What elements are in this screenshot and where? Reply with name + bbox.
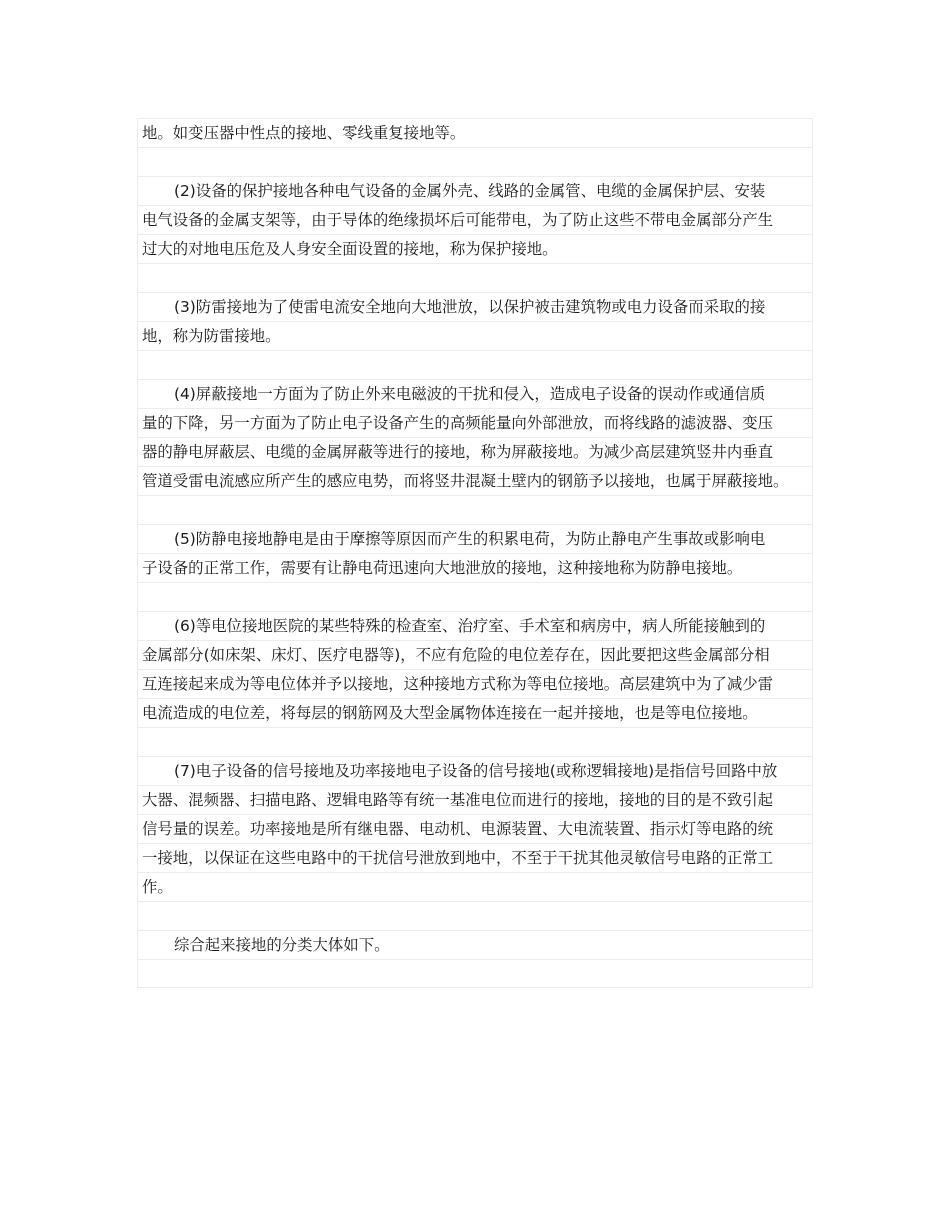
text-line	[137, 640, 813, 669]
line-text: (5)防静电接地静电是由于摩擦等原因而产生的积累电荷，为防止静电产生事故或影响电	[174, 530, 766, 548]
line-text: 一接地，以保证在这些电路中的干扰信号泄放到地中，不至于干扰其他灵敏信号电路的正常工	[142, 849, 774, 867]
line-text: 综合起来接地的分类大体如下。	[174, 936, 390, 954]
line-text: 地，称为防雷接地。	[142, 327, 281, 345]
line-text: (4)屏蔽接地一方面为了防止外来电磁波的干扰和侵入，造成电子设备的误动作或通信质	[174, 385, 766, 403]
text-line	[137, 756, 813, 785]
blank-row	[137, 959, 813, 988]
text-line	[137, 611, 813, 640]
blank-row	[137, 350, 813, 379]
text-line	[137, 205, 813, 234]
text-line	[137, 872, 813, 901]
text-line	[137, 785, 813, 814]
text-line	[137, 843, 813, 872]
blank-row	[137, 147, 813, 176]
line-text: 器的静电屏蔽层、电缆的金属屏蔽等进行的接地，称为屏蔽接地。为减少高层建筑竖井内垂直	[142, 443, 774, 461]
blank-row	[137, 582, 813, 611]
text-line	[137, 698, 813, 727]
line-text: 管道受雷电流感应所产生的感应电势，而将竖井混凝土壁内的钢筋予以接地，也属于屏蔽接地。	[142, 472, 789, 490]
text-line	[137, 553, 813, 582]
text-line	[137, 379, 813, 408]
line-text: 互连接起来成为等电位体并予以接地，这种接地方式称为等电位接地。高层建筑中为了减少雷	[142, 675, 774, 693]
text-line	[137, 466, 813, 495]
line-text: 子设备的正常工作，需要有让静电荷迅速向大地泄放的接地，这种接地称为防静电接地。	[142, 559, 743, 577]
line-text: (6)等电位接地医院的某些特殊的检查室、治疗室、手术室和病房中，病人所能接触到的	[174, 617, 766, 635]
line-text: 过大的对地电压危及人身安全面设置的接地，称为保护接地。	[142, 240, 558, 258]
line-text: 信号量的误差。功率接地是所有继电器、电动机、电源装置、大电流装置、指示灯等电路的统	[142, 820, 774, 838]
line-text: 地。如变压器中性点的接地、零线重复接地等。	[142, 124, 466, 142]
text-line	[137, 408, 813, 437]
blank-row	[137, 495, 813, 524]
text-line	[137, 234, 813, 263]
text-line	[137, 669, 813, 698]
line-text: 大器、混频器、扫描电路、逻辑电路等有统一基准电位而进行的接地，接地的目的是不致引起	[142, 791, 774, 809]
line-text: (2)设备的保护接地各种电气设备的金属外壳、线路的金属管、电缆的金属保护层、安装	[174, 182, 766, 200]
text-line	[137, 930, 813, 959]
line-text: 电气设备的金属支架等，由于导体的绝缘损坏后可能带电，为了防止这些不带电金属部分产生	[142, 211, 774, 229]
text-line	[137, 524, 813, 553]
blank-row	[137, 727, 813, 756]
text-line	[137, 176, 813, 205]
text-line	[137, 292, 813, 321]
text-table	[137, 118, 813, 988]
text-line	[137, 814, 813, 843]
line-text: 金属部分(如床架、床灯、医疗电器等)，不应有危险的电位差存在，因此要把这些金属部分相	[142, 646, 770, 664]
line-text: 量的下降，另一方面为了防止电子设备产生的高频能量向外部泄放，而将线路的滤波器、变压	[142, 414, 774, 432]
blank-row	[137, 901, 813, 930]
text-line	[137, 321, 813, 350]
text-line	[137, 118, 813, 147]
text-line	[137, 437, 813, 466]
line-text: (7)电子设备的信号接地及功率接地电子设备的信号接地(或称逻辑接地)是指信号回路中放	[174, 762, 778, 780]
line-text: (3)防雷接地为了使雷电流安全地向大地泄放，以保护被击建筑物或电力设备而采取的接	[174, 298, 766, 316]
line-text: 作。	[142, 878, 173, 896]
blank-row	[137, 263, 813, 292]
line-text: 电流造成的电位差，将每层的钢筋网及大型金属物体连接在一起并接地，也是等电位接地。	[142, 704, 758, 722]
